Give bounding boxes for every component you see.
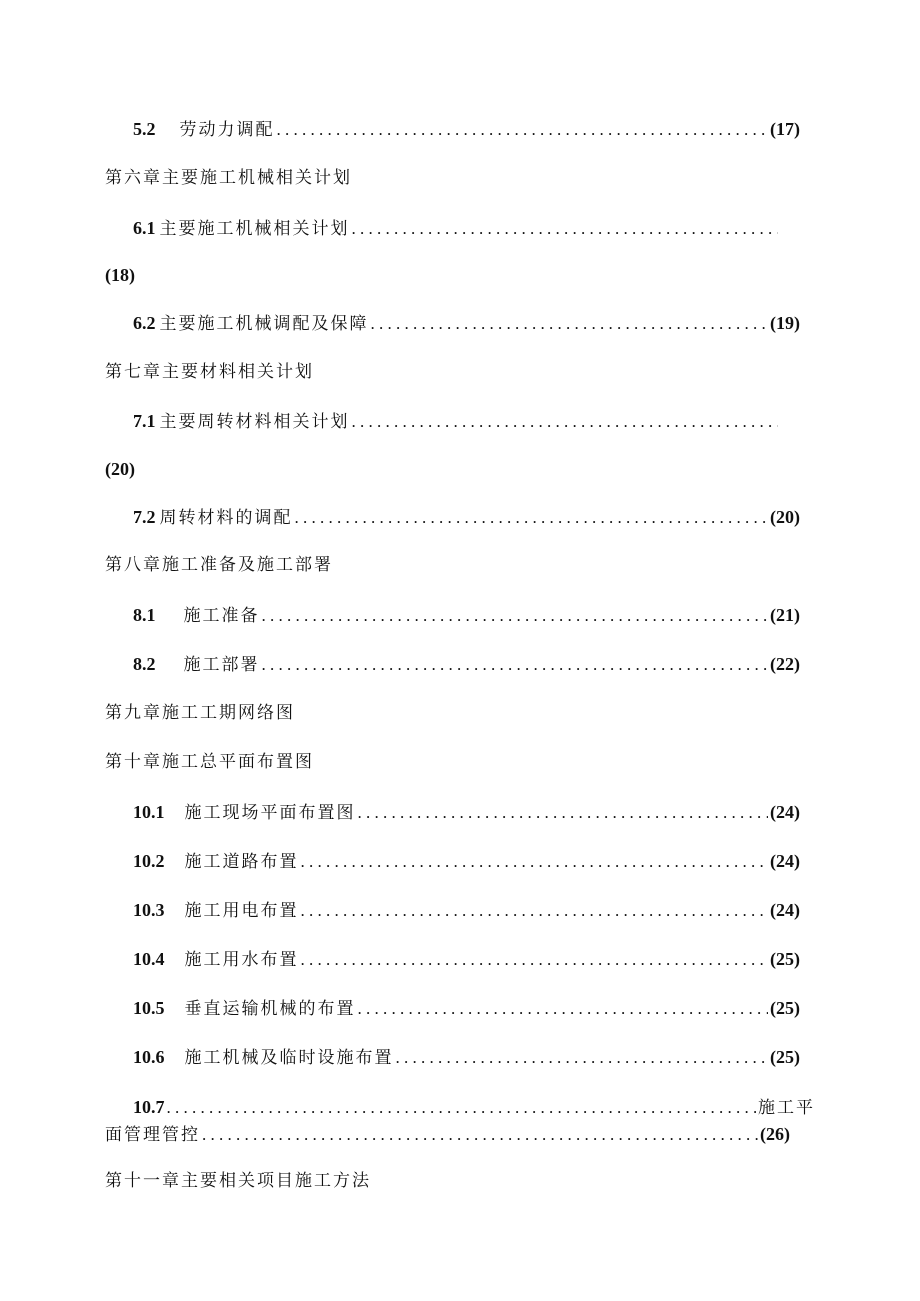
toc-entry-number: 7.1 xyxy=(133,411,156,431)
toc-entry-10-7-continued[interactable] xyxy=(105,1119,790,1149)
toc-entry-number: 10.1 xyxy=(133,802,165,822)
dot-leader xyxy=(371,309,769,339)
toc-entry-title-part2: 面管理管控 xyxy=(105,1125,200,1145)
dot-leader xyxy=(358,994,769,1024)
toc-entry-number: 8.1 xyxy=(133,605,156,625)
toc-entry-title: 施工用电布置 xyxy=(184,901,299,921)
toc-entry-page: (22) xyxy=(770,654,800,674)
toc-entry-10-5[interactable] xyxy=(133,993,800,1023)
toc-entry-title: 主要施工机械调配及保障 xyxy=(159,314,369,334)
toc-entry-title: 施工准备 xyxy=(183,606,260,626)
toc-entry-page: (19) xyxy=(770,313,800,333)
toc-entry-number: 5.2 xyxy=(133,119,156,139)
toc-entry-6-1[interactable] xyxy=(133,213,780,243)
toc-entry-10-1[interactable] xyxy=(133,797,800,827)
toc-entry-title: 施工机械及临时设施布置 xyxy=(184,1048,394,1068)
toc-entry-page: (26) xyxy=(760,1124,790,1144)
toc-entry-page: (21) xyxy=(770,605,800,625)
toc-chapter-9[interactable]: 第九章施工工期网络图 xyxy=(105,703,295,723)
toc-chapter-11[interactable]: 第十一章主要相关项目施工方法 xyxy=(105,1171,371,1191)
toc-entry-page: (20) xyxy=(770,507,800,527)
toc-entry-title: 施工道路布置 xyxy=(184,852,299,872)
dot-leader xyxy=(295,503,769,533)
dot-leader xyxy=(396,1043,769,1073)
toc-chapter-6[interactable]: 第六章主要施工机械相关计划 xyxy=(105,168,352,188)
toc-entry-number: 7.2 xyxy=(133,507,156,527)
toc-entry-title: 施工部署 xyxy=(183,655,260,675)
toc-entry-10-4[interactable] xyxy=(133,944,800,974)
toc-entry-page: (17) xyxy=(770,119,800,139)
toc-entry-title: 垂直运输机械的布置 xyxy=(184,999,356,1019)
dot-leader xyxy=(352,214,779,244)
toc-entry-number: 10.5 xyxy=(133,998,165,1018)
toc-chapter-7[interactable]: 第七章主要材料相关计划 xyxy=(105,362,314,382)
toc-entry-page: (24) xyxy=(770,802,800,822)
toc-entry-5-2[interactable] xyxy=(133,114,800,144)
toc-entry-title: 周转材料的调配 xyxy=(159,508,293,528)
dot-leader xyxy=(262,601,769,631)
toc-entry-page: (25) xyxy=(770,1047,800,1067)
toc-entry-title: 施工用水布置 xyxy=(184,950,299,970)
toc-entry-title-part1: 施工平 xyxy=(758,1098,815,1118)
toc-entry-number: 6.1 xyxy=(133,218,156,238)
toc-entry-page: (18) xyxy=(105,265,135,285)
dot-leader xyxy=(262,650,769,680)
toc-entry-number: 8.2 xyxy=(133,654,156,674)
dot-leader xyxy=(352,407,779,437)
toc-entry-7-1[interactable] xyxy=(133,406,780,436)
toc-entry-10-7[interactable] xyxy=(133,1092,815,1122)
toc-entry-number: 10.2 xyxy=(133,851,165,871)
dot-leader xyxy=(202,1120,758,1150)
toc-entry-page: (24) xyxy=(770,851,800,871)
toc-chapter-10[interactable]: 第十章施工总平面布置图 xyxy=(105,752,314,772)
toc-entry-8-2[interactable] xyxy=(133,649,800,679)
toc-entry-10-2[interactable] xyxy=(133,846,800,876)
dot-leader xyxy=(301,945,769,975)
toc-entry-title: 劳动力调配 xyxy=(179,120,275,140)
toc-entry-page: (25) xyxy=(770,949,800,969)
toc-chapter-8[interactable]: 第八章施工准备及施工部署 xyxy=(105,555,333,575)
toc-entry-page: (20) xyxy=(105,459,135,479)
toc-entry-number: 10.6 xyxy=(133,1047,165,1067)
toc-entry-page: (24) xyxy=(770,900,800,920)
toc-entry-6-2[interactable] xyxy=(133,308,800,338)
toc-entry-title: 主要施工机械相关计划 xyxy=(159,219,350,239)
toc-entry-page: (25) xyxy=(770,998,800,1018)
toc-entry-8-1[interactable] xyxy=(133,600,800,630)
toc-entry-number: 10.4 xyxy=(133,949,165,969)
toc-entry-number: 10.3 xyxy=(133,900,165,920)
toc-entry-number: 6.2 xyxy=(133,313,156,333)
toc-entry-10-3[interactable] xyxy=(133,895,800,925)
toc-entry-title: 主要周转材料相关计划 xyxy=(159,412,350,432)
toc-entry-title: 施工现场平面布置图 xyxy=(184,803,356,823)
toc-entry-number: 10.7 xyxy=(133,1097,165,1117)
toc-entry-7-2[interactable] xyxy=(133,502,800,532)
toc-entry-10-6[interactable] xyxy=(133,1042,800,1072)
dot-leader xyxy=(301,847,769,877)
dot-leader xyxy=(277,115,769,145)
dot-leader xyxy=(301,896,769,926)
dot-leader xyxy=(358,798,769,828)
